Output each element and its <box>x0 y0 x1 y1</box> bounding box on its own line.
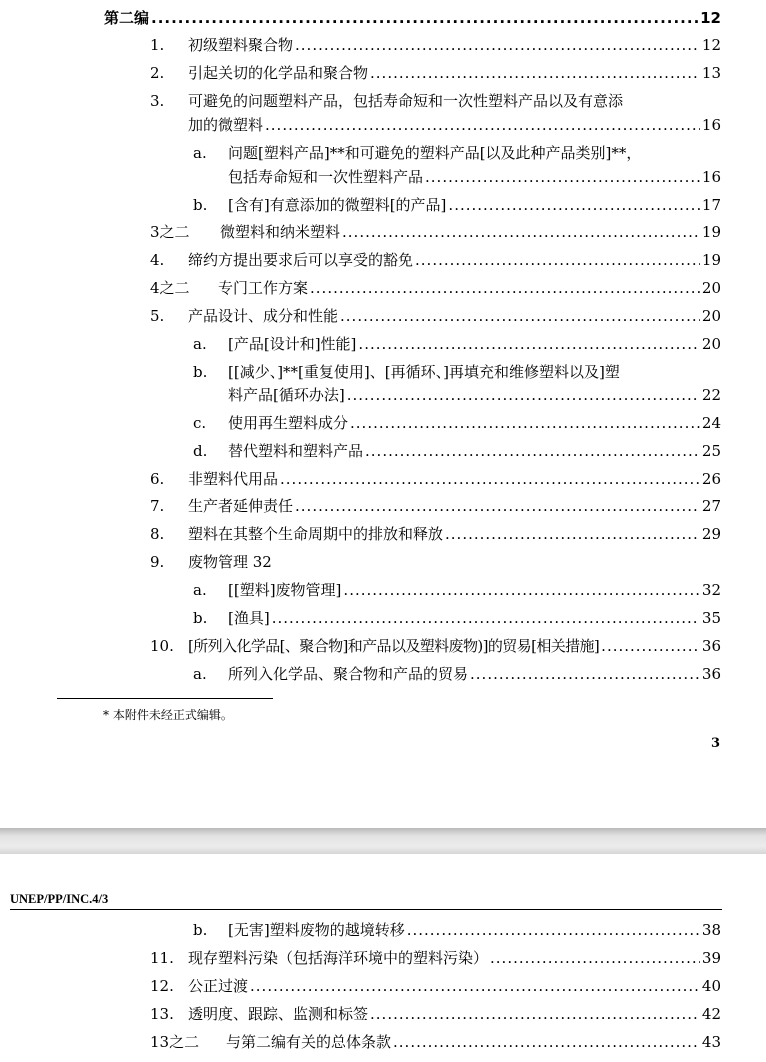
entry-title: 缔约方提出要求后可以享受的豁免 <box>188 251 414 269</box>
entry-number: d. <box>193 442 208 460</box>
entry-title: 产品设计、成分和性能 <box>188 307 339 325</box>
page-ref: 39 <box>701 949 721 967</box>
leader-dots <box>280 471 700 488</box>
entry-title: 专门工作方案 <box>218 279 309 297</box>
leader-dots <box>415 252 700 269</box>
entry-title: 引起关切的化学品和聚合物 <box>188 64 369 82</box>
toc-part-heading[interactable] <box>104 10 721 27</box>
entry-title: [无害]塑料废物的越境转移 <box>228 921 405 939</box>
entry-title: 废物管理 32 <box>188 553 272 571</box>
entry-number: a. <box>193 581 207 599</box>
page-ref: 40 <box>701 977 721 995</box>
entry-title: 微塑料和纳米塑料 <box>220 223 341 241</box>
entry-title: 塑料在其整个生命周期中的排放和释放 <box>188 525 444 543</box>
entry-title: 问题[塑料产品]**和可避免的塑料产品[以及此种产品类别]**， <box>228 144 642 162</box>
entry-title: 公正过渡 <box>188 977 249 995</box>
entry-number: 11. <box>150 949 174 967</box>
entry-number: 4. <box>150 251 165 269</box>
entry-number: 13. <box>150 1005 174 1023</box>
entry-title: 非塑料代用品 <box>188 470 279 488</box>
leader-dots <box>295 498 700 515</box>
leader-dots <box>343 582 699 599</box>
part-label: 第二编 <box>104 9 150 27</box>
toc-subentry[interactable] <box>193 610 721 627</box>
toc-entry[interactable] <box>150 498 721 515</box>
leader-dots <box>370 65 700 82</box>
page-ref: 26 <box>701 470 721 488</box>
entry-title-continued: 料产品[循环办法] <box>228 386 345 404</box>
leader-dots <box>310 280 700 297</box>
entry-title: [[减少、]**[重复使用]、[再循环、]再填充和维修塑料以及]塑 <box>228 363 620 381</box>
entry-number: 10. <box>150 637 174 655</box>
page-ref: 27 <box>701 497 721 515</box>
toc-entry[interactable] <box>150 37 721 54</box>
toc-entry[interactable] <box>150 65 721 82</box>
page-ref: 32 <box>701 581 721 599</box>
leader-dots <box>340 308 700 325</box>
entry-number: a. <box>193 665 207 683</box>
entry-number: 1. <box>150 36 165 54</box>
entry-number: 2. <box>150 64 165 82</box>
toc-subentry[interactable] <box>193 415 721 432</box>
entry-title-continued: 加的微塑料 <box>188 116 264 134</box>
leader-dots <box>250 978 700 995</box>
entry-number: 7. <box>150 497 165 515</box>
entry-title: [渔具] <box>228 609 270 627</box>
entry-number: 13之二 <box>150 1033 200 1051</box>
toc-entry[interactable] <box>150 252 721 269</box>
page-ref: 17 <box>701 196 721 214</box>
entry-number: 6. <box>150 470 165 488</box>
page-ref: 42 <box>701 1005 721 1023</box>
document-page-2 <box>0 854 766 1062</box>
toc-entry[interactable] <box>150 526 721 543</box>
page-ref: 13 <box>701 64 721 82</box>
leader-dots <box>425 169 700 186</box>
entry-number: 12. <box>150 977 174 995</box>
leader-dots <box>490 950 700 967</box>
leader-dots <box>151 10 698 27</box>
leader-dots <box>470 666 700 683</box>
toc-subentry[interactable] <box>193 582 721 599</box>
toc-entry-line1[interactable] <box>150 93 623 110</box>
entry-title: [[塑料]废物管理] <box>228 581 342 599</box>
toc-subentry[interactable] <box>193 443 721 460</box>
leader-dots <box>601 638 700 655</box>
page-ref: 16 <box>701 116 721 134</box>
toc-entry[interactable] <box>150 638 721 655</box>
leader-dots <box>358 336 699 353</box>
header-rule <box>10 909 722 910</box>
leader-dots <box>347 387 700 404</box>
page-ref: 36 <box>701 637 721 655</box>
entry-title: 替代塑料和塑料产品 <box>228 442 364 460</box>
page-number: 3 <box>711 736 721 751</box>
page-gap <box>0 828 766 854</box>
page-ref: 19 <box>701 251 721 269</box>
entry-title: [产品[设计和]性能] <box>228 335 357 353</box>
entry-title: [所列入化学品[、聚合物]和产品以及塑料废物)]的贸易[相关措施] <box>188 637 600 655</box>
toc-entry[interactable] <box>150 554 272 571</box>
toc-entry-line2[interactable] <box>188 117 721 134</box>
entry-number: 4之二 <box>150 279 190 297</box>
entry-title: 生产者延伸责任 <box>188 497 294 515</box>
entry-title: 初级塑料聚合物 <box>188 36 294 54</box>
leader-dots <box>393 1034 700 1051</box>
entry-number: a. <box>193 335 207 353</box>
leader-dots <box>365 443 700 460</box>
toc-subentry[interactable] <box>193 666 721 683</box>
entry-number: 3. <box>150 92 165 110</box>
entry-number: c. <box>193 414 207 432</box>
entry-number: b. <box>193 921 208 939</box>
leader-dots <box>295 37 700 54</box>
entry-number: b. <box>193 196 208 214</box>
toc-entry[interactable] <box>150 978 721 995</box>
footnote-separator <box>57 698 273 699</box>
leader-dots <box>407 922 700 939</box>
entry-title: 透明度、跟踪、监测和标签 <box>188 1005 369 1023</box>
leader-dots <box>265 117 700 134</box>
leader-dots <box>350 415 700 432</box>
page-ref: 20 <box>701 335 721 353</box>
document-symbol-header: UNEP/PP/INC.4/3 <box>10 892 109 906</box>
entry-title: [含有]有意添加的微塑料[的产品] <box>228 196 447 214</box>
page-ref: 25 <box>701 442 721 460</box>
toc-entry[interactable] <box>150 1034 721 1051</box>
page-ref: 20 <box>701 307 721 325</box>
toc-subentry[interactable] <box>193 197 721 214</box>
entry-number: 9. <box>150 553 165 571</box>
leader-dots <box>370 1006 700 1023</box>
toc-subentry-line1[interactable] <box>193 364 620 381</box>
toc-entry[interactable] <box>150 280 721 297</box>
page-ref: 12 <box>700 9 721 27</box>
page-ref: 29 <box>701 525 721 543</box>
toc-subentry[interactable] <box>193 336 721 353</box>
toc-entry[interactable] <box>150 950 721 967</box>
entry-number: a. <box>193 144 207 162</box>
leader-dots <box>342 224 700 241</box>
entry-title-continued: 包括寿命短和一次性塑料产品 <box>228 168 424 186</box>
entry-title: 现存塑料污染（包括海洋环境中的塑料污染） <box>188 949 489 967</box>
toc-subentry-line1[interactable] <box>193 145 641 162</box>
toc-entry[interactable] <box>150 1006 721 1023</box>
entry-title: 可避免的问题塑料产品，包括寿命短和一次性塑料产品以及有意添 <box>188 92 624 110</box>
page-ref: 16 <box>701 168 721 186</box>
page-ref: 24 <box>701 414 721 432</box>
toc-subentry-line2[interactable] <box>228 387 721 404</box>
entry-title: 所列入化学品、聚合物和产品的贸易 <box>228 665 469 683</box>
toc-entry[interactable] <box>150 308 721 325</box>
toc-subentry[interactable] <box>193 922 721 939</box>
entry-title: 与第二编有关的总体条款 <box>226 1033 392 1051</box>
page-ref: 35 <box>701 609 721 627</box>
page-ref: 19 <box>701 223 721 241</box>
leader-dots <box>445 526 700 543</box>
toc-subentry-line2[interactable] <box>228 169 721 186</box>
entry-title: 使用再生塑料成分 <box>228 414 349 432</box>
entry-number: 8. <box>150 525 165 543</box>
page-ref: 20 <box>701 279 721 297</box>
leader-dots <box>448 197 699 214</box>
page-ref: 12 <box>701 36 721 54</box>
toc-entry[interactable] <box>150 224 721 241</box>
leader-dots <box>272 610 700 627</box>
entry-number: b. <box>193 363 208 381</box>
page-ref: 38 <box>701 921 721 939</box>
toc-entry[interactable] <box>150 471 721 488</box>
page-ref: 36 <box>701 665 721 683</box>
page-ref: 43 <box>701 1033 721 1051</box>
entry-number: 5. <box>150 307 165 325</box>
page-ref: 22 <box>701 386 721 404</box>
entry-number: b. <box>193 609 208 627</box>
entry-number: 3之二 <box>150 223 190 241</box>
footnote: * 本附件未经正式编辑。 <box>103 708 233 722</box>
